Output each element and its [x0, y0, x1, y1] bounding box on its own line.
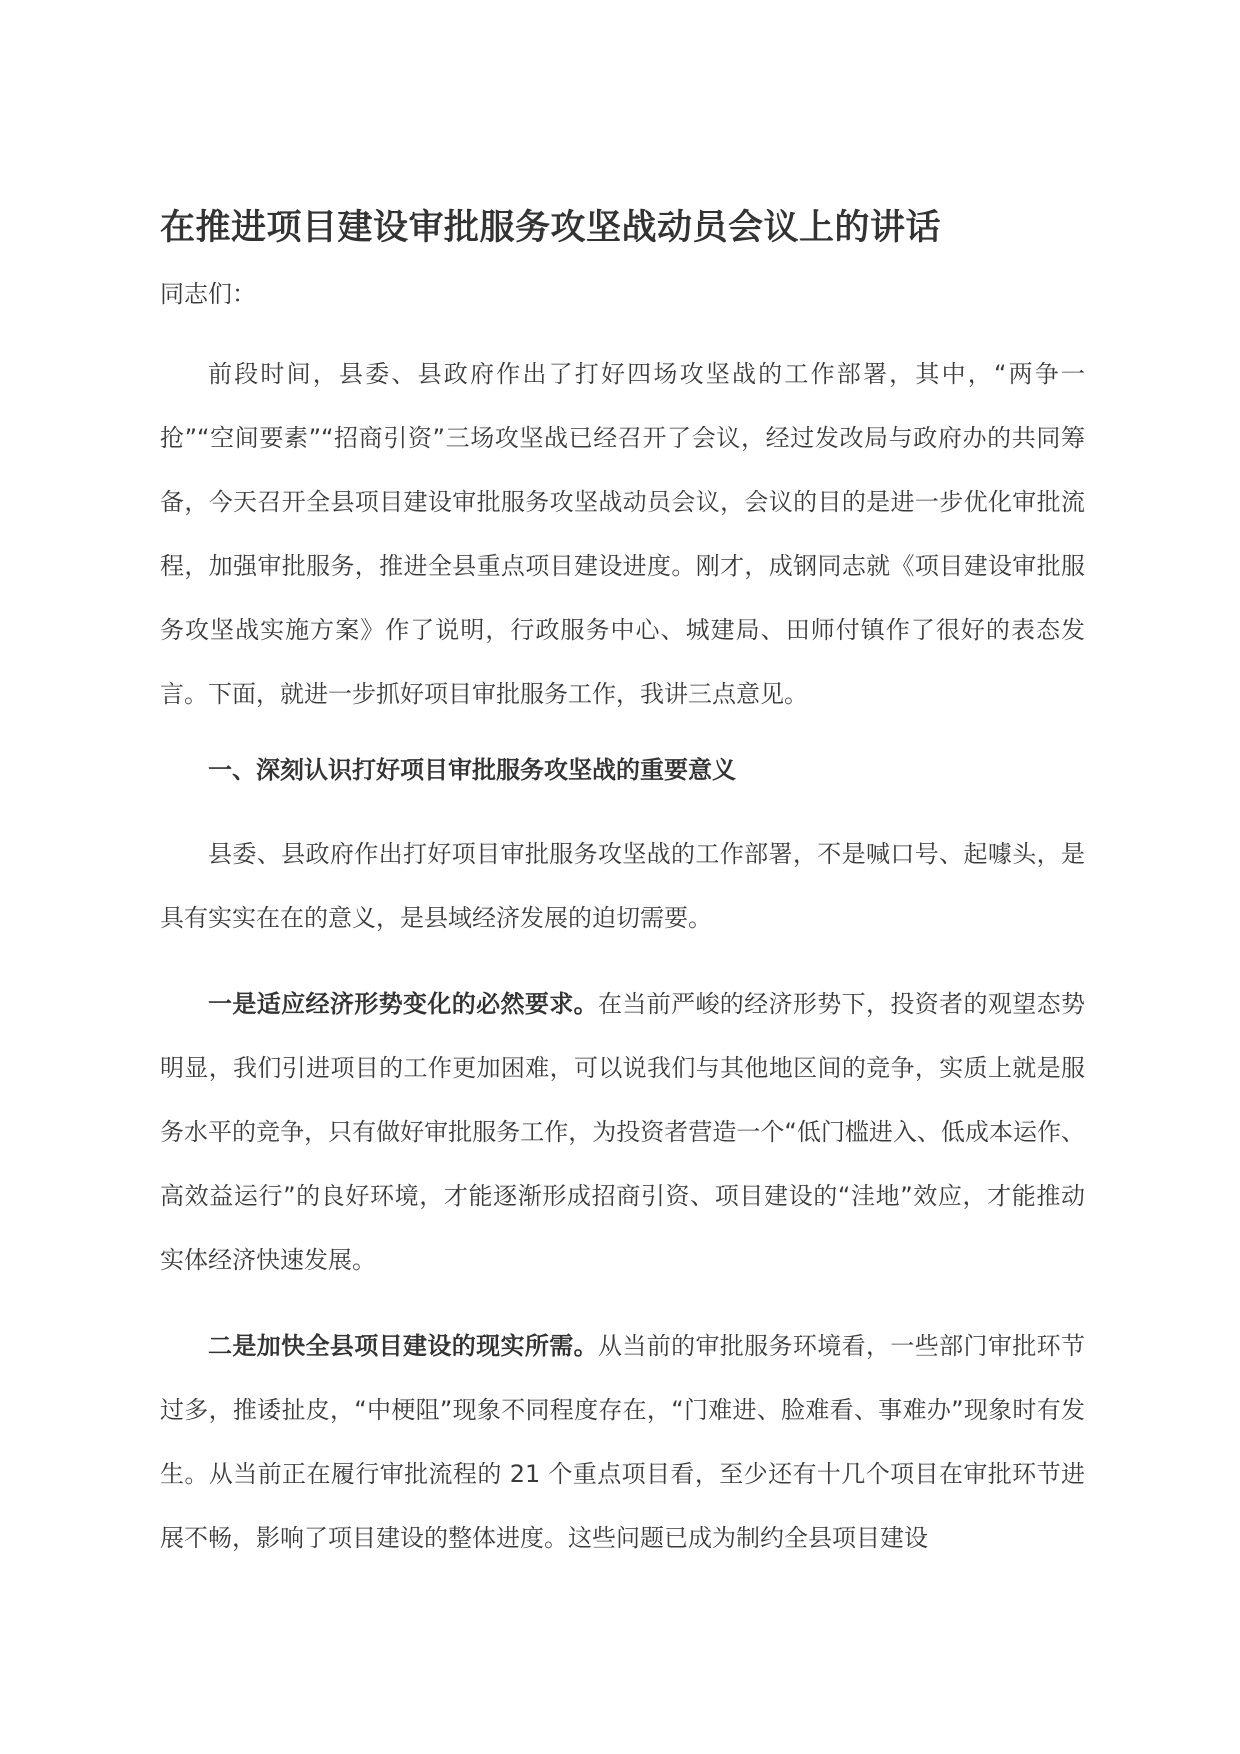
point-2-paragraph — [160, 1314, 1085, 1570]
point-2-lead: 二是加快全县项目建设的现实所需。 — [208, 1332, 598, 1360]
point-1-body: 在当前严峻的经济形势下，投资者的观望态势明显，我们引进项目的工作更加困难，可以说我们与其他地区间的竞争，实质上就是服务水平的竞争，只有做好审批服务工作，为投资者营造一个“低门槛进入、低成本运作、高效益运行”的良好环境，才能逐渐形成招商引资、项目建设的“洼地”效应，才能推动实体经济快速发展。 — [160, 990, 1086, 1274]
section-1-heading: 一、深刻认识打好项目审批服务攻坚战的重要意义 — [208, 756, 736, 784]
point-1-lead: 一是适应经济形势变化的必然要求。 — [208, 990, 598, 1018]
intro-paragraph: 前段时间，县委、县政府作出了打好四场攻坚战的工作部署，其中，“两争一抢”“空间要素”“招商引资”三场攻坚战已经召开了会议，经过发改局与政府办的共同筹备，今天召开全县项目建设审批服务攻坚战动员会议，会议的目的是进一步优化审批流程，加强审批服务，推进全县重点项目建设进度。刚才，成钢同志就《项目建设审批服务攻坚战实施方案》作了说明，行政服务中心、城建局、田师付镇作了很好的表态发言。下面，就进一步抓好项目审批服务工作，我讲三点意见。 — [160, 360, 1085, 708]
point-1-paragraph — [160, 972, 1085, 1292]
document-body — [160, 198, 1085, 1570]
section-1-paragraph: 县委、县政府作出打好项目审批服务攻坚战的工作部署，不是喊口号、起噱头，是具有实实在在的意义，是县域经济发展的迫切需要。 — [160, 840, 1085, 932]
point-2-body: 从当前的审批服务环境看，一些部门审批环节过多，推诿扯皮，“中梗阻”现象不同程度存在，“门难进、脸难看、事难办”现象时有发生。从当前正在履行审批流程的 21 个重点项目看，至少还有十几个项目在审批环节进展不畅，影响了项目建设的整体进度。这些问题已成为制约全县项目建设 — [160, 1332, 1086, 1552]
salutation: 同志们： — [160, 280, 256, 308]
document-title: 在推进项目建设审批服务攻坚战动员会议上的讲话 — [160, 208, 942, 248]
